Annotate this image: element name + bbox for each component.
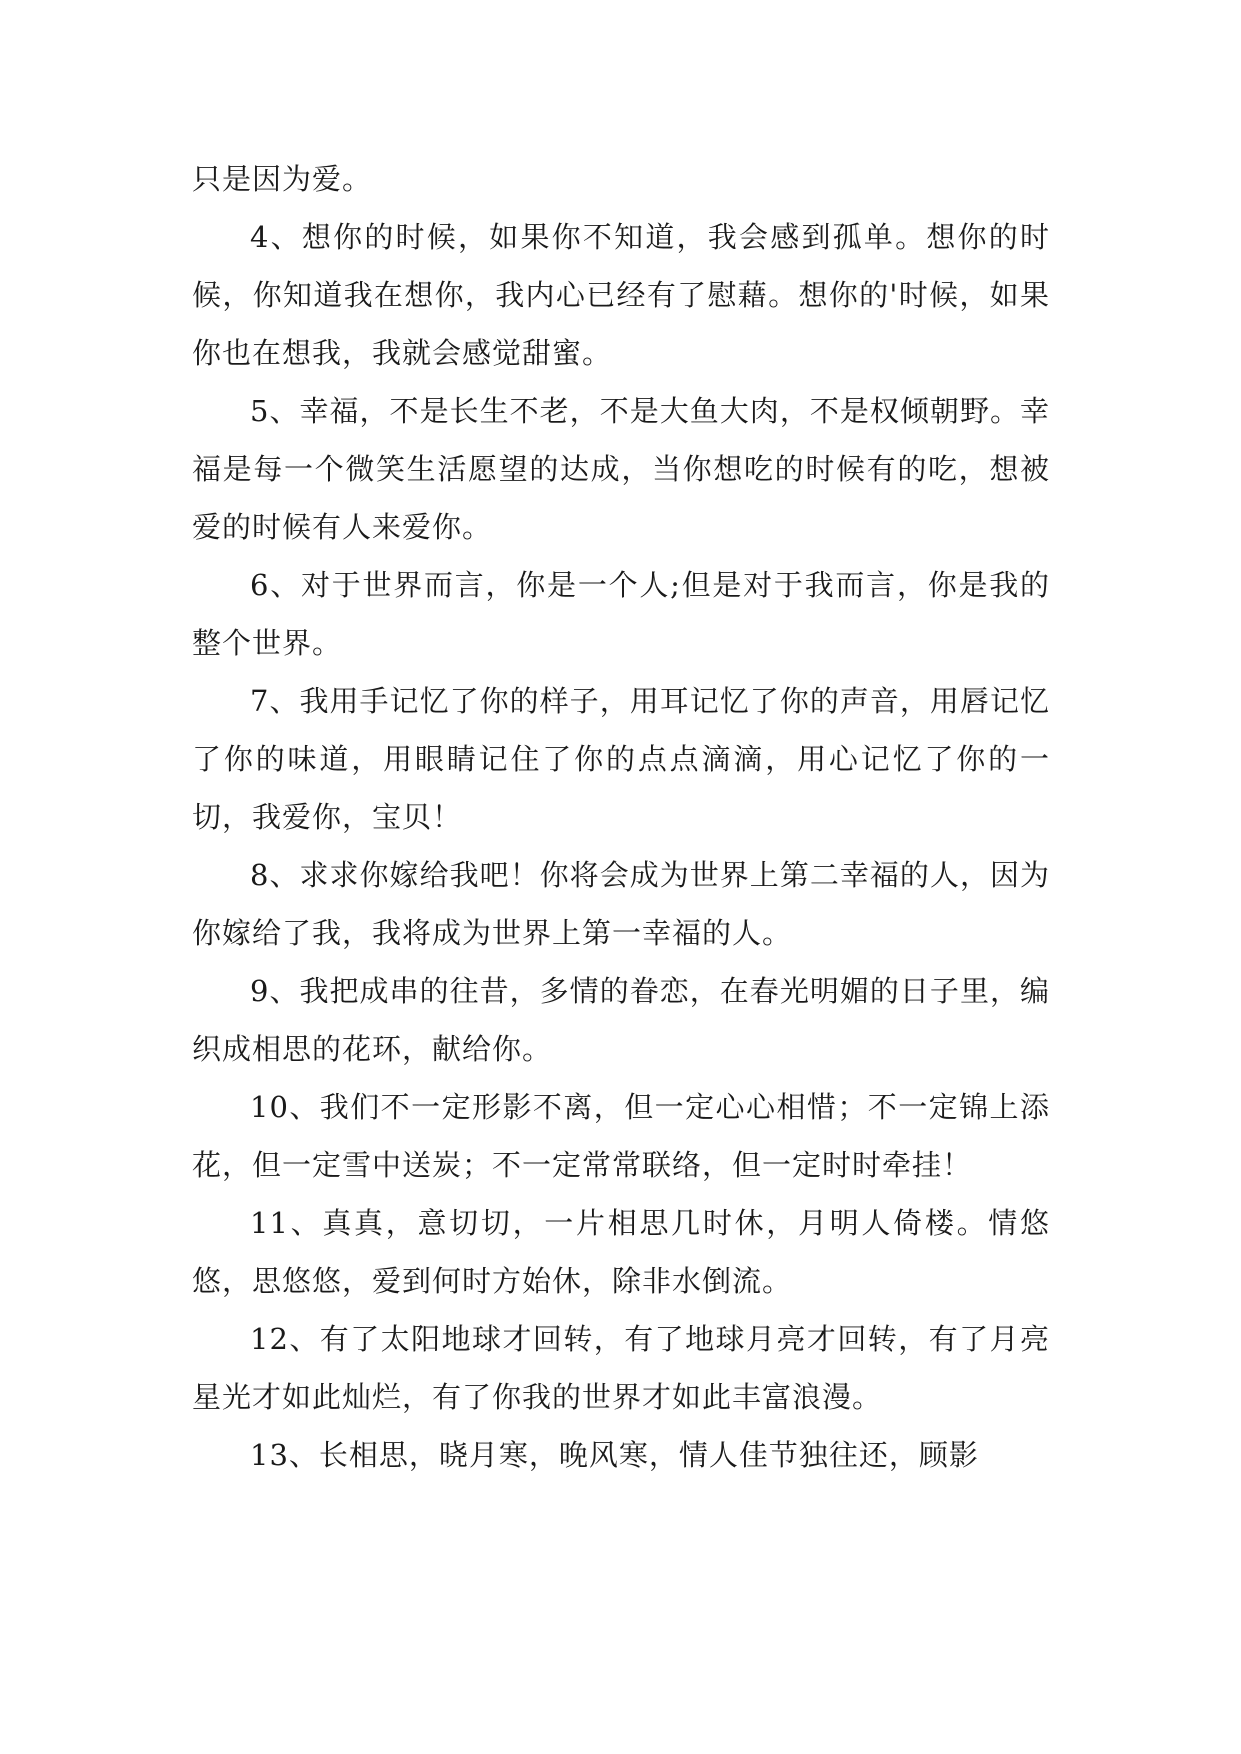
paragraph-7: 7、我用手记忆了你的样子，用耳记忆了你的声音，用唇记忆了你的味道，用眼睛记住了你的点点滴滴，用心记忆了你的一切，我爱你，宝贝！ [192, 684, 1050, 834]
paragraph-11: 11、真真，意切切，一片相思几时休，月明人倚楼。情悠悠，思悠悠，爱到何时方始休，除非水倒流。 [192, 1206, 1050, 1298]
document-body [192, 150, 1050, 1484]
paragraph-12: 12、有了太阳地球才回转，有了地球月亮才回转，有了月亮星光才如此灿烂，有了你我的世界才如此丰富浪漫。 [192, 1322, 1050, 1414]
paragraph-8: 8、求求你嫁给我吧！你将会成为世界上第二幸福的人，因为你嫁给了我，我将成为世界上第一幸福的人。 [192, 858, 1050, 950]
paragraph-continuation: 只是因为爱。 [192, 162, 373, 196]
paragraph-6: 6、对于世界而言，你是一个人;但是对于我而言，你是我的整个世界。 [192, 568, 1050, 660]
paragraph-13: 13、长相思，晓月寒，晚风寒，情人佳节独往还，顾影 [250, 1438, 979, 1472]
paragraph-4: 4、想你的时候，如果你不知道，我会感到孤单。想你的时候，你知道我在想你，我内心已经有了慰藉。想你的'时候，如果你也在想我，我就会感觉甜蜜。 [192, 220, 1050, 370]
paragraph-10: 10、我们不一定形影不离，但一定心心相惜；不一定锦上添花，但一定雪中送炭；不一定常常联络，但一定时时牵挂！ [192, 1090, 1050, 1182]
paragraph-9: 9、我把成串的往昔，多情的眷恋，在春光明媚的日子里，编织成相思的花环，献给你。 [192, 974, 1050, 1066]
paragraph-5: 5、幸福，不是长生不老，不是大鱼大肉，不是权倾朝野。幸福是每一个微笑生活愿望的达成，当你想吃的时候有的吃，想被爱的时候有人来爱你。 [192, 394, 1050, 544]
